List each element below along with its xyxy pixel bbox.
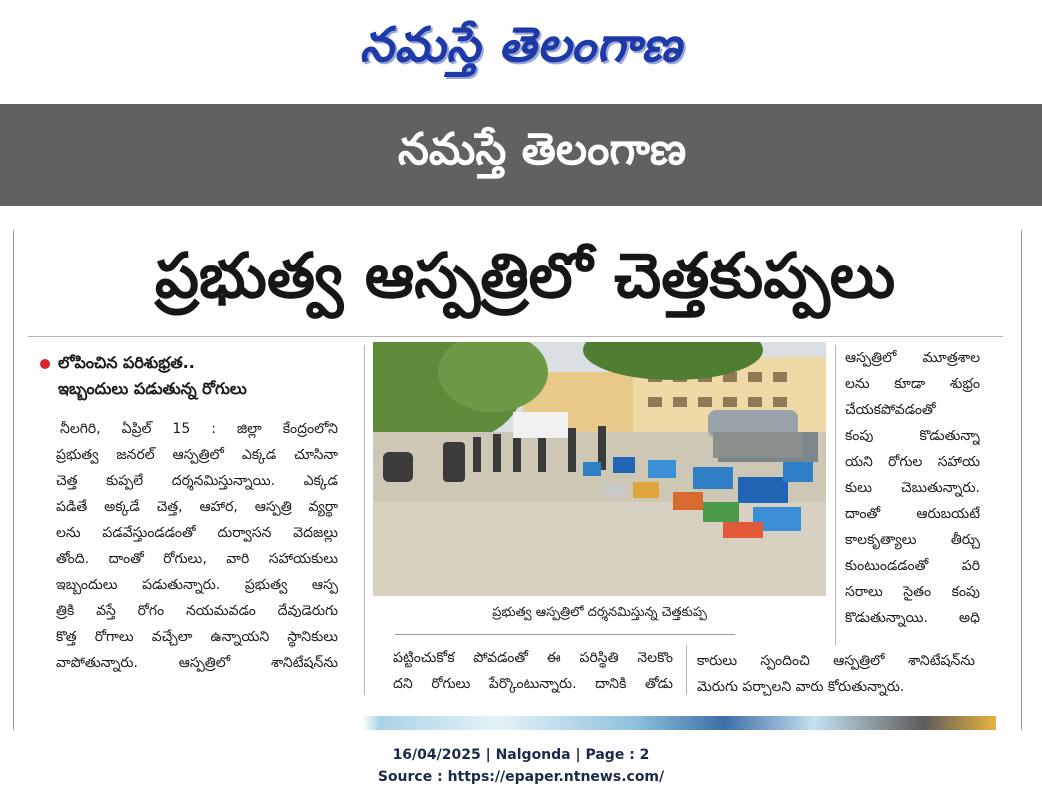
text-line: త్రికి వస్తే రోగం నయమవడం దేవుడెరుగు: [56, 603, 338, 619]
section-banner: [0, 104, 1042, 206]
article-headline: ప్రభుత్వ ఆస్పత్రిలో చెత్తకుప్పలు: [154, 239, 896, 312]
subhead-2: ఇబ్బందులు పడుతున్న రోగులు: [58, 379, 247, 398]
text-line: దని రోగులు పేర్కొంటున్నారు. దానికి తోడు: [393, 676, 673, 692]
text-line: దాంతో ఆరుబయటే: [845, 506, 980, 522]
text-line: వాపోతున్నారు. ఆస్పత్రిలో శానిటేషన్‌ను: [56, 655, 338, 671]
text-line: ప్రభుత్వ జనరల్ ఆస్పత్రిలో ఎక్కడ చూసినా: [56, 447, 338, 463]
text-line: సరాలు సైతం కంపు: [845, 584, 980, 600]
caption-divider: [395, 634, 735, 635]
edition-info: 16/04/2025 | Nalgonda | Page : 2: [392, 747, 650, 763]
text-line: తోంది. దాంతో రోగులు, వారి సహాయకులు: [56, 551, 338, 567]
column-divider: [835, 345, 836, 645]
article-column-2-bottom: [393, 645, 673, 697]
garbage-photo-illustration: [373, 342, 826, 596]
text-line: పడితే అక్కడే చెత్త, ఆహార, ఆస్పత్రి వ్యర్థా: [56, 499, 338, 515]
article-subheads: [40, 350, 360, 402]
text-line: కుంటుండడంతో పరి: [845, 558, 980, 574]
banner-logo: నమస్తే తెలంగాణ: [398, 124, 687, 175]
text-line: చేయకపోవడంతో: [845, 402, 936, 418]
masthead: [0, 0, 1042, 102]
subhead-1: లోపించిన పరిశుభ్రత..: [58, 353, 195, 372]
text-line: కారులు స్పందించి ఆస్పత్రిలో శానిటేషన్‌ను: [697, 653, 975, 669]
headline-divider: [28, 336, 1003, 337]
text-line: కంపు కొడుతున్నా: [845, 428, 980, 444]
source-link[interactable]: Source : https://epaper.ntnews.com/: [377, 769, 665, 785]
text-line: కొత్త రోగాలు వచ్చేలా ఉన్నాయని స్థానికులు: [56, 629, 338, 645]
photo-caption: ప్రభుత్వ ఆస్పత్రిలో దర్శనమిస్తున్న చెత్తకుప్ప: [492, 605, 707, 620]
text-line: పట్టించుకోక పోవడంతో ఈ పరిస్థితి నెలకొం: [393, 650, 673, 666]
text-line: నీలగిరి, ఏప్రిల్ 15 : జిల్లా కేంద్రంలోని: [60, 421, 338, 437]
text-line: కొడుతున్నాయి. అధి: [845, 610, 980, 626]
text-line: కాలకృత్యాలు తీర్చు: [845, 532, 980, 548]
bullet-icon: [40, 359, 50, 369]
text-line: ఇబ్బందులు పడుతున్నారు. ప్రభుత్వ ఆస్ప: [56, 577, 338, 593]
masthead-logo: నమస్తే తెలంగాణ: [359, 17, 683, 73]
next-article-preview-strip: [90, 716, 996, 730]
text-line: మెరుగు పర్చాలని వారు కోరుతున్నారు.: [697, 679, 905, 695]
article-column-3: [845, 345, 980, 631]
page-footer: [0, 744, 1042, 788]
text-line: కులు చెబుతున్నారు.: [845, 480, 980, 496]
article-column-3-bottom: [697, 648, 975, 700]
article-column-1: [56, 416, 338, 676]
article-photo: [373, 342, 826, 596]
text-line: చెత్త కుప్పలే దర్శనమిస్తున్నాయి. ఎక్కడ: [56, 473, 338, 489]
text-line: లను కూడా శుభ్రం: [845, 376, 980, 392]
column-divider: [686, 645, 687, 695]
column-divider: [364, 345, 365, 695]
text-line: యని రోగుల సహాయ: [845, 454, 980, 470]
text-line: ఆస్పత్రిలో మూత్రశాల: [845, 350, 980, 366]
text-line: లను పడవేస్తుండడంతో దుర్వాసన వెదజల్లు: [56, 525, 338, 541]
